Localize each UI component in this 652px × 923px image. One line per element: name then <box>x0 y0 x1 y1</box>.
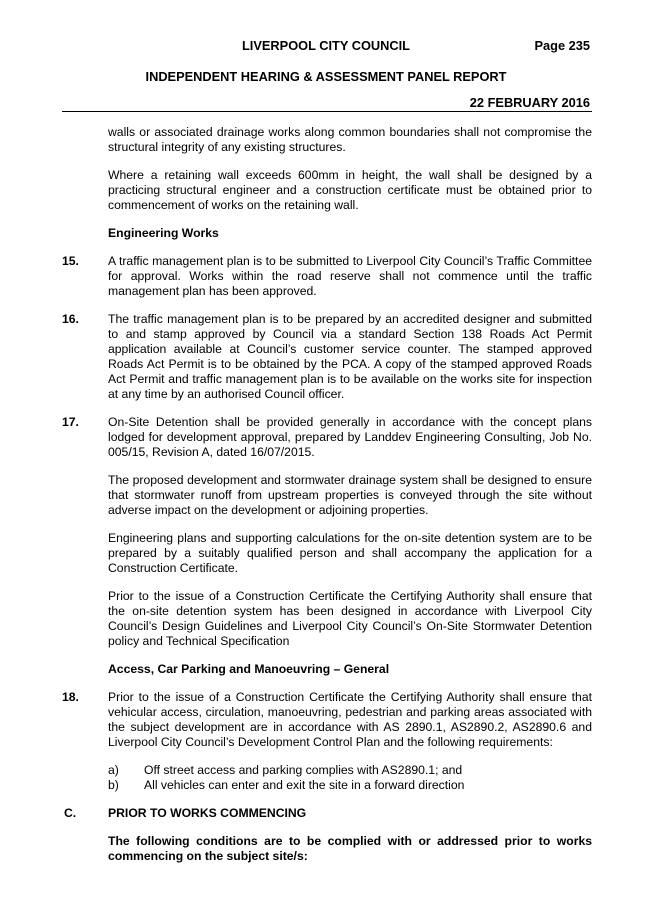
condition-17-paragraph-2: The proposed development and stormwater drainage system shall be designed to ensure that stormwater runoff from upstream properties is conveyed through the site without adverse impact on the development or adjoining properties. <box>108 473 592 517</box>
condition-text: A traffic management plan is to be submitted to Liverpool City Council’s Traffic Committee for approval. Works within the road reserve shall not commence until the traffic management plan has been approved. <box>108 254 592 298</box>
condition-number: 18. <box>62 690 79 704</box>
section-title: PRIOR TO WORKS COMMENCING <box>108 806 307 820</box>
condition-text: Prior to the issue of a Construction Certificate the Certifying Authority shall ensure that vehicular access, circulation, manoeuvring, pedestrian and parking areas associated with the subject development are in accordance with AS 2890.1, AS2890.2, AS2890.6 and Liverpool City Council’s Development Control Plan and the following requirements: <box>108 690 592 749</box>
condition-17-paragraph-4: Prior to the issue of a Construction Certificate the Certifying Authority shall ensure that the on-site detention system has been designed in accordance with Liverpool City Council’s Design Guidelines and Liverpool City Council’s On-Site Stormwater Detention policy and Technical Specification <box>108 589 592 648</box>
condition-text: On-Site Detention shall be provided generally in accordance with the concept plans lodged for development approval, prepared by Landdev Engineering Consulting, Job No. 005/15, Revision A, dated 16/07/2015. <box>108 415 592 459</box>
condition-18 <box>62 690 592 750</box>
report-title: INDEPENDENT HEARING & ASSESSMENT PANEL REPORT <box>145 69 507 84</box>
page-number: Page 235 <box>534 38 590 53</box>
condition-number: 17. <box>62 415 79 429</box>
list-item <box>108 763 592 778</box>
paragraph-retaining-wall-height: Where a retaining wall exceeds 600mm in height, the wall shall be designed by a practicing structural engineer and a construction certificate must be obtained prior to commencement of works on the retaining wall. <box>108 168 592 212</box>
header-divider <box>62 111 592 112</box>
heading-access-parking: Access, Car Parking and Manoeuvring – General <box>108 662 390 676</box>
list-item-text: Off street access and parking complies with AS2890.1; and <box>144 763 463 777</box>
list-item-text: All vehicles can enter and exit the site in a forward direction <box>144 778 465 792</box>
condition-17-paragraph-3: Engineering plans and supporting calculations for the on-site detention system are to be prepared by a suitably qualified person and shall accompany the application for a Construction Certificate. <box>108 531 592 575</box>
condition-number: 16. <box>62 312 79 326</box>
list-item-label: b) <box>108 778 119 792</box>
report-date: 22 FEBRUARY 2016 <box>469 95 590 110</box>
heading-engineering-works: Engineering Works <box>108 226 219 240</box>
document-body <box>62 125 592 864</box>
list-item <box>108 778 592 793</box>
council-name: LIVERPOOL CITY COUNCIL <box>241 38 411 53</box>
section-c-heading <box>62 806 592 821</box>
condition-16 <box>62 312 592 402</box>
condition-15 <box>62 254 592 299</box>
list-item-label: a) <box>108 763 119 777</box>
paragraph-retaining-walls: walls or associated drainage works along common boundaries shall not compromise the structural integrity of any existing structures. <box>108 125 592 154</box>
condition-17 <box>62 415 592 460</box>
section-c-intro: The following conditions are to be complied with or addressed prior to works commencing on the subject site/s: <box>108 834 592 863</box>
section-label: C. <box>64 806 77 820</box>
condition-number: 15. <box>62 254 79 268</box>
condition-text: The traffic management plan is to be prepared by an accredited designer and submitted to and stamp approved by Council via a standard Section 138 Roads Act Permit application available at Council’s customer service counter. The stamped approved Roads Act Permit is to be obtained by the PCA. A copy of the stamped approved Roads Act Permit and traffic management plan is to be available on the works site for inspection at any time by an authorised Council officer. <box>108 312 592 401</box>
